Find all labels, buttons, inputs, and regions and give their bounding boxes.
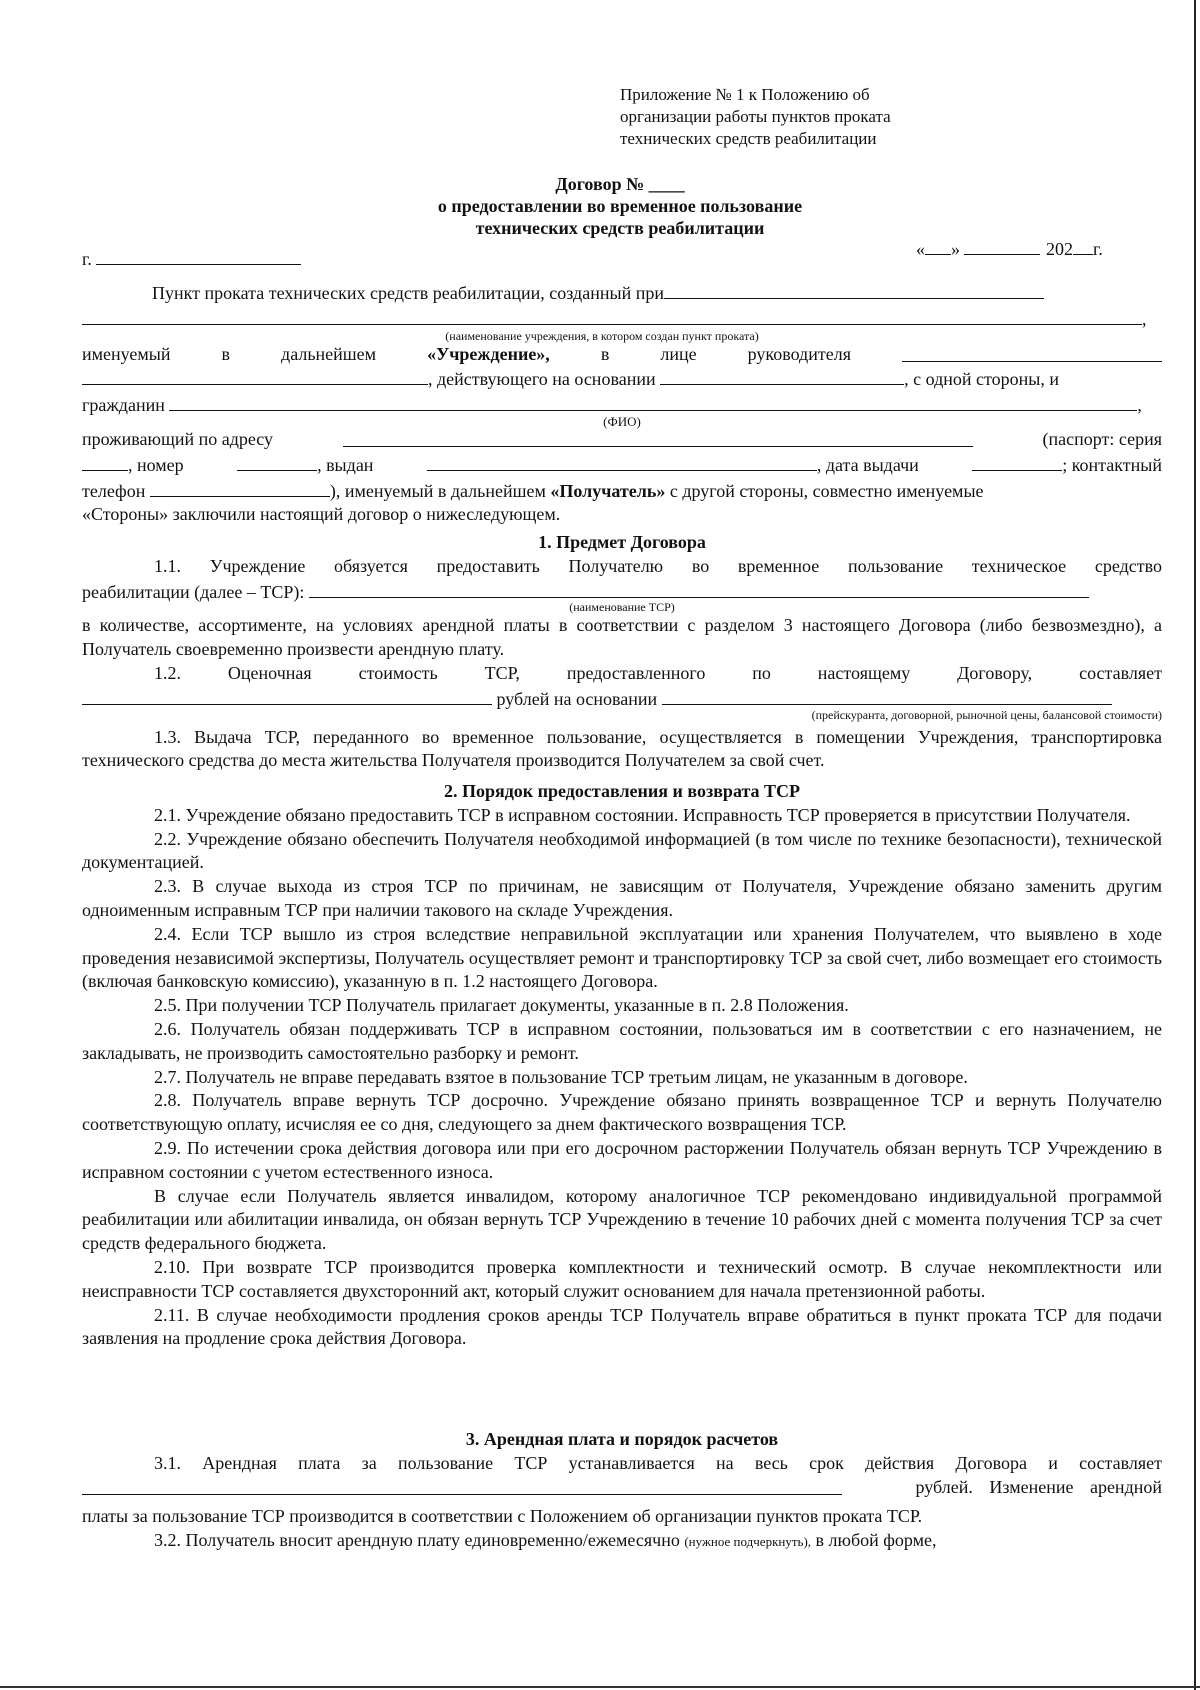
annex-line: Приложение № 1 к Положению об [620,85,870,104]
year-prefix: 202 [1046,239,1073,259]
caption-price: (прейскуранта, договорной, рыночной цены, балансовой стоимости) [811,707,1162,722]
tsr-label: реабилитации (далее – ТСР): [82,581,305,602]
comma: , [1142,308,1147,329]
intro-line-8 [82,478,1162,504]
basis-label: рублей на основании [496,688,658,709]
word: лице [660,343,697,364]
year-blank [1073,238,1093,255]
clause-3-2-text: 3.2. Получатель вносит арендную плату единовременно/ежемесячно [154,1530,680,1551]
date-open-quote: « [916,239,925,259]
year-suffix: г. [1093,239,1103,259]
clause-2-4: 2.4. Если ТСР вышло из строя вследствие неправильной эксплуатации или хранения Получателем, что выявлено в ходе проведения независимой экспертизы, Получатель осуществляет ремонт и транспортировку ТСР за свой счет, либо возмещает его стоимость (включая банковскую комиссию), указанную в п. 1.2 настоящего Договора. [82,923,1162,992]
phone-label: телефон [82,480,146,501]
city-blank [96,246,301,265]
institution-term: «Учреждение», [427,343,550,364]
caption-fio: (ФИО) [603,413,641,429]
number-blank [237,452,317,471]
clause-1-3: 1.3. Выдача ТСР, переданного во временное пользование, осуществляется в помещении Учреждения, транспортировка технического средства до места жительства Получателя производится Получателем за свой счет. [82,726,1162,771]
tsr-blank [309,579,1089,598]
intro-line-7 [82,452,1162,478]
issued-by-blank [427,452,817,471]
intro-block [82,280,1162,527]
institution-blank [664,280,1044,299]
intro-text: Пункт проката технических средств реабилитации, созданный при [152,283,664,303]
clause-3-1-cont [82,1476,1162,1500]
section-2-heading: 2. Порядок предоставления и возврата ТСР [443,781,801,801]
intro-line-1 [82,280,1162,306]
clause-1-2: 1.2. Оценочная стоимость ТСР, предоставленного по настоящему Договору, составляет [154,662,1162,683]
institution-name-blank [82,306,1142,325]
clause-2-5: 2.5. При получении ТСР Получатель прилагает документы, указанные в п. 2.8 Положения. [154,995,849,1016]
scan-edge-bottom [0,1686,1200,1688]
issue-date-label: , дата выдачи [816,454,919,475]
word: руководителя [747,343,851,364]
word: дальнейшем [281,343,377,364]
comma: , [1137,395,1142,416]
date-field [916,238,1103,260]
issued-label: , выдан [317,454,374,475]
city-field [82,246,301,270]
series-blank [82,452,128,471]
clause-2-10: 2.10. При возврате ТСР производится проверка комплектности и технический осмотр. В случае некомплектности или неисправности ТСР составляется двухсторонний акт, который служит основанием для начала претензионной работы. [82,1256,1162,1301]
clause-2-1: 2.1. Учреждение обязано предоставить ТСР в исправном состоянии. Исправность ТСР проверяется в присутствии Получателя. [154,804,1131,825]
clause-3-1: 3.1. Арендная плата за пользование ТСР устанавливается на весь срок действия Договора и составляет [154,1452,1162,1473]
caption-tsr: (наименование ТСР) [569,600,675,615]
clause-3-2-text-end: в любой форме, [815,1530,937,1551]
date-close-quote: » [951,239,960,259]
scan-edge-right [1194,0,1196,1690]
intro-line-9: «Стороны» заключили настоящий договор о нижеследующем. [82,504,561,525]
number-label: , номер [128,454,184,475]
citizen-label: гражданин [82,395,165,416]
citizen-name-blank [169,392,1137,411]
intro-line-4 [82,366,1162,392]
contact-label: ; контактный [1062,454,1162,475]
word: в [600,343,610,364]
clause-2-8: 2.8. Получатель вправе вернуть ТСР досрочно. Учреждение обязано принять возвращенное ТСР и вернуть Получателю соответствующую оплату, исчисляя ее со дня, следующего за днем фактического возвращения ТСР. [82,1090,1162,1135]
caption-institution: (наименование учреждения, в котором создан пункт проката) [445,328,759,343]
clause-3-2-note: (нужное подчеркнуть), [684,1534,812,1550]
rent-blank [82,1476,842,1495]
issue-date-blank [972,452,1062,471]
section-1 [82,531,1162,773]
clause-2-3: 2.3. В случае выхода из строя ТСР по причинам, не зависящим от Получателя, Учреждение обязано заменить другим одноименным исправным ТСР при наличии такового на складе Учреждения. [82,876,1162,920]
section-3-heading: 3. Арендная плата и порядок расчетов [465,1429,779,1449]
clause-2-6: 2.6. Получатель обязан поддерживать ТСР в исправном состоянии, пользоваться им в соответствии с его назначением, не закладывать, не производить самостоятельно разборку и ремонт. [82,1018,1162,1063]
word: именуемый [82,343,171,364]
clause-2-7: 2.7. Получатель не вправе передавать взятое в пользование ТСР третьим лицам, не указанным в договоре. [154,1066,968,1087]
clause-2-2: 2.2. Учреждение обязано обеспечить Получателя необходимой информацией (в том числе по технике безопасности), технической документацией. [82,828,1162,873]
clause-3-1-tail: платы за пользование ТСР производится в соответствии с Положением об организации пунктов проката ТСР. [82,1506,923,1527]
city-prefix: г. [82,249,92,269]
annex-note [620,84,891,150]
passport-label: (паспорт: серия [1042,428,1162,449]
contract-subtitle-2: технических средств реабилитации [475,218,765,238]
address-blank [343,428,973,447]
rent-text: рублей. Изменение арендной [915,1476,1162,1497]
clause-1-1: 1.1. Учреждение обязуется предоставить Получателю во временное пользование техническое средство [154,555,1162,576]
contract-title: Договор № ____ [555,174,685,194]
head-name-blank-2 [82,366,428,385]
intro-line-2 [82,306,1162,332]
section-3 [82,1428,1162,1554]
other-side-text: с другой стороны, совместно именуемые [669,480,984,501]
address-label: проживающий по адресу [82,428,274,449]
word: в [221,343,231,364]
contract-subtitle: о предоставлении во временное пользование [437,196,803,216]
basis-blank [660,366,904,385]
named-text: ), именуемый в дальнейшем [329,480,546,501]
phone-blank [150,478,330,497]
price-blank [82,686,492,705]
price-basis-blank [662,686,1112,705]
intro-line-3 [82,343,1162,367]
clause-2-9-note: В случае если Получатель является инвалидом, которому аналогичное ТСР рекомендовано индивидуальной программой реабилитации или абилитации инвалида, он обязан вернуть ТСР Учреждению в течение 10 рабочих дней с момента получения ТСР за счет средств федерального бюджета. [82,1185,1162,1254]
month-blank [964,238,1040,255]
clause-3-2 [82,1529,1162,1554]
section-2 [82,780,1162,1351]
section-1-heading: 1. Предмет Договора [538,532,706,552]
head-name-blank [902,343,1162,362]
recipient-term: «Получатель» [550,480,666,501]
annex-line: технических средств реабилитации [620,129,877,148]
one-side-text: , с одной стороны, и [904,369,1059,390]
clause-1-1-tail: в количестве, ассортименте, на условиях арендной платы в соответствии с разделом 3 настоящего Договора (либо безвозмездно), а Получатель своевременно произвести арендную плату. [82,615,1162,660]
day-blank [925,238,951,255]
acting-text: , действующего на основании [428,369,656,390]
annex-line: организации работы пунктов проката [620,107,891,126]
clause-2-9: 2.9. По истечении срока действия договора или при его досрочном расторжении Получатель обязан вернуть ТСР Учреждению в исправном состоянии с учетом естественного износа. [82,1137,1162,1182]
intro-line-6 [82,428,1162,452]
clause-2-11: 2.11. В случае необходимости продления сроков аренды ТСР Получатель вправе обратиться в пункт проката ТСР для подачи заявления на продление срока действия Договора. [82,1304,1162,1349]
